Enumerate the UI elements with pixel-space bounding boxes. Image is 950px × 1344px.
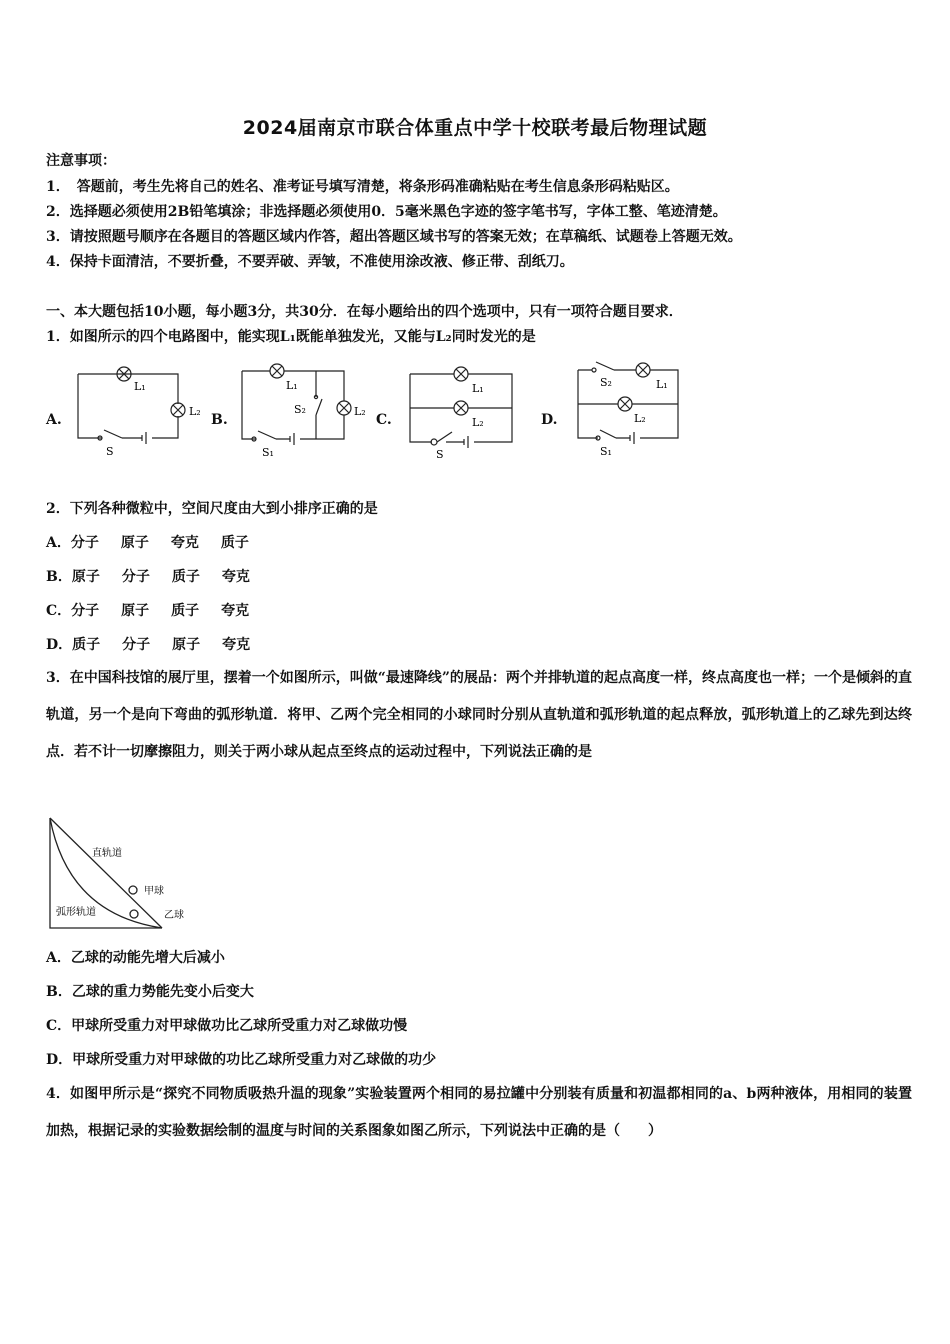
q1c-s-label: S	[436, 448, 444, 460]
q3-ball-a-label: 甲球	[144, 886, 164, 897]
q4-stem: 4．如图甲所示是“探究不同物质吸热升温的现象”实验装置两个相同的易拉罐中分别装有质量和初温都相同的a、b两种液体，用相同的装置加热，根据记录的实验数据绘制的温度与时间的关系图象如图乙所示，下列说法中正确的是（ ）	[46, 1086, 912, 1139]
section-1-heading: 一、本大题包括10小题，每小题3分，共30分．在每小题给出的四个选项中，只有一项符合题目要求．	[46, 304, 683, 320]
q3-option-b: B．乙球的重力势能先变小后变大	[46, 984, 254, 1000]
q3-curved-label: 弧形轨道	[56, 907, 96, 918]
notice-item-4: 4．保持卡面清洁，不要折叠，不要弄破、弄皱，不准使用涂改液、修正带、刮纸刀。	[46, 254, 574, 270]
q2-option-a: A．分子 原子 夸克 质子	[46, 535, 249, 551]
page-title: 2024届南京市联合体重点中学十校联考最后物理试题	[242, 117, 708, 139]
q3-ball-b-label: 乙球	[164, 910, 184, 921]
notice-heading: 注意事项：	[46, 153, 116, 169]
q1d-s2-label: S₂	[600, 376, 612, 389]
q1-option-d-label: D.	[541, 412, 558, 428]
q1-circuit-c	[402, 360, 522, 460]
q3-stem: 3．在中国科技馆的展厅里，摆着一个如图所示，叫做“最速降线”的展品：两个并排轨道的起点高度一样，终点高度也一样；一个是倾斜的直轨道，另一个是向下弯曲的弧形轨道．将甲、乙两个完全相同的小球同时分别从直轨道和弧形轨道的起点释放，弧形轨道上的乙球先到达终点．若不计一切摩擦阻力，则关于两小球从起点至终点的运动过程中，下列说法正确的是	[46, 670, 912, 760]
q1-option-c-label: C.	[376, 412, 392, 428]
q2-option-d: D．质子 分子 原子 夸克	[46, 637, 251, 653]
notice-item-2: 2．选择题必须使用2B铅笔填涂；非选择题必须使用0．5毫米黑色字迹的签字笔书写，字体工整、笔迹清楚。	[46, 204, 727, 220]
q1d-s1-label: S₁	[600, 445, 612, 458]
q1b-l1-label: L₁	[286, 379, 298, 392]
q1-circuit-b	[236, 357, 372, 461]
q1-stem: 1．如图所示的四个电路图中，能实现L₁既能单独发光，又能与L₂同时发光的是	[46, 329, 536, 345]
q1b-l2-label: L₂	[354, 405, 366, 418]
q3-straight-label: 直轨道	[92, 848, 122, 859]
q1d-l2-label: L₂	[634, 412, 646, 425]
q2-stem: 2．下列各种微粒中，空间尺度由大到小排序正确的是	[46, 501, 378, 517]
q3-track-figure	[44, 814, 204, 934]
notice-item-1: 1． 答题前，考生先将自己的姓名、准考证号填写清楚，将条形码准确粘贴在考生信息条形码粘贴区。	[46, 179, 679, 195]
q1d-l1-label: L₁	[656, 378, 668, 391]
q3-option-c: C．甲球所受重力对甲球做功比乙球所受重力对乙球做功慢	[46, 1018, 408, 1034]
notice-item-3: 3．请按照题号顺序在各题目的答题区域内作答，超出答题区域书写的答案无效；在草稿纸、试题卷上答题无效。	[46, 229, 742, 245]
q1a-s-label: S	[106, 445, 114, 458]
q1c-l1-label: L₁	[472, 382, 484, 395]
q1-option-b-label: B.	[211, 412, 228, 428]
q1a-l1-label: L₁	[134, 380, 146, 393]
q3-option-a: A．乙球的动能先增大后减小	[46, 950, 225, 966]
q1-circuit-d	[570, 356, 690, 460]
q1-circuit-a	[70, 360, 202, 460]
q1c-l2-label: L₂	[472, 416, 484, 429]
q2-option-c: C．分子 原子 质子 夸克	[46, 603, 250, 619]
q1a-l2-label: L₂	[189, 405, 201, 418]
q1b-s1-label: S₁	[262, 446, 274, 459]
q3-option-d: D．甲球所受重力对甲球做的功比乙球所受重力对乙球做的功少	[46, 1052, 437, 1068]
q1-option-a-label: A.	[46, 412, 62, 428]
q2-option-b: B．原子 分子 质子 夸克	[46, 569, 250, 585]
q1b-s2-label: S₂	[294, 403, 306, 416]
